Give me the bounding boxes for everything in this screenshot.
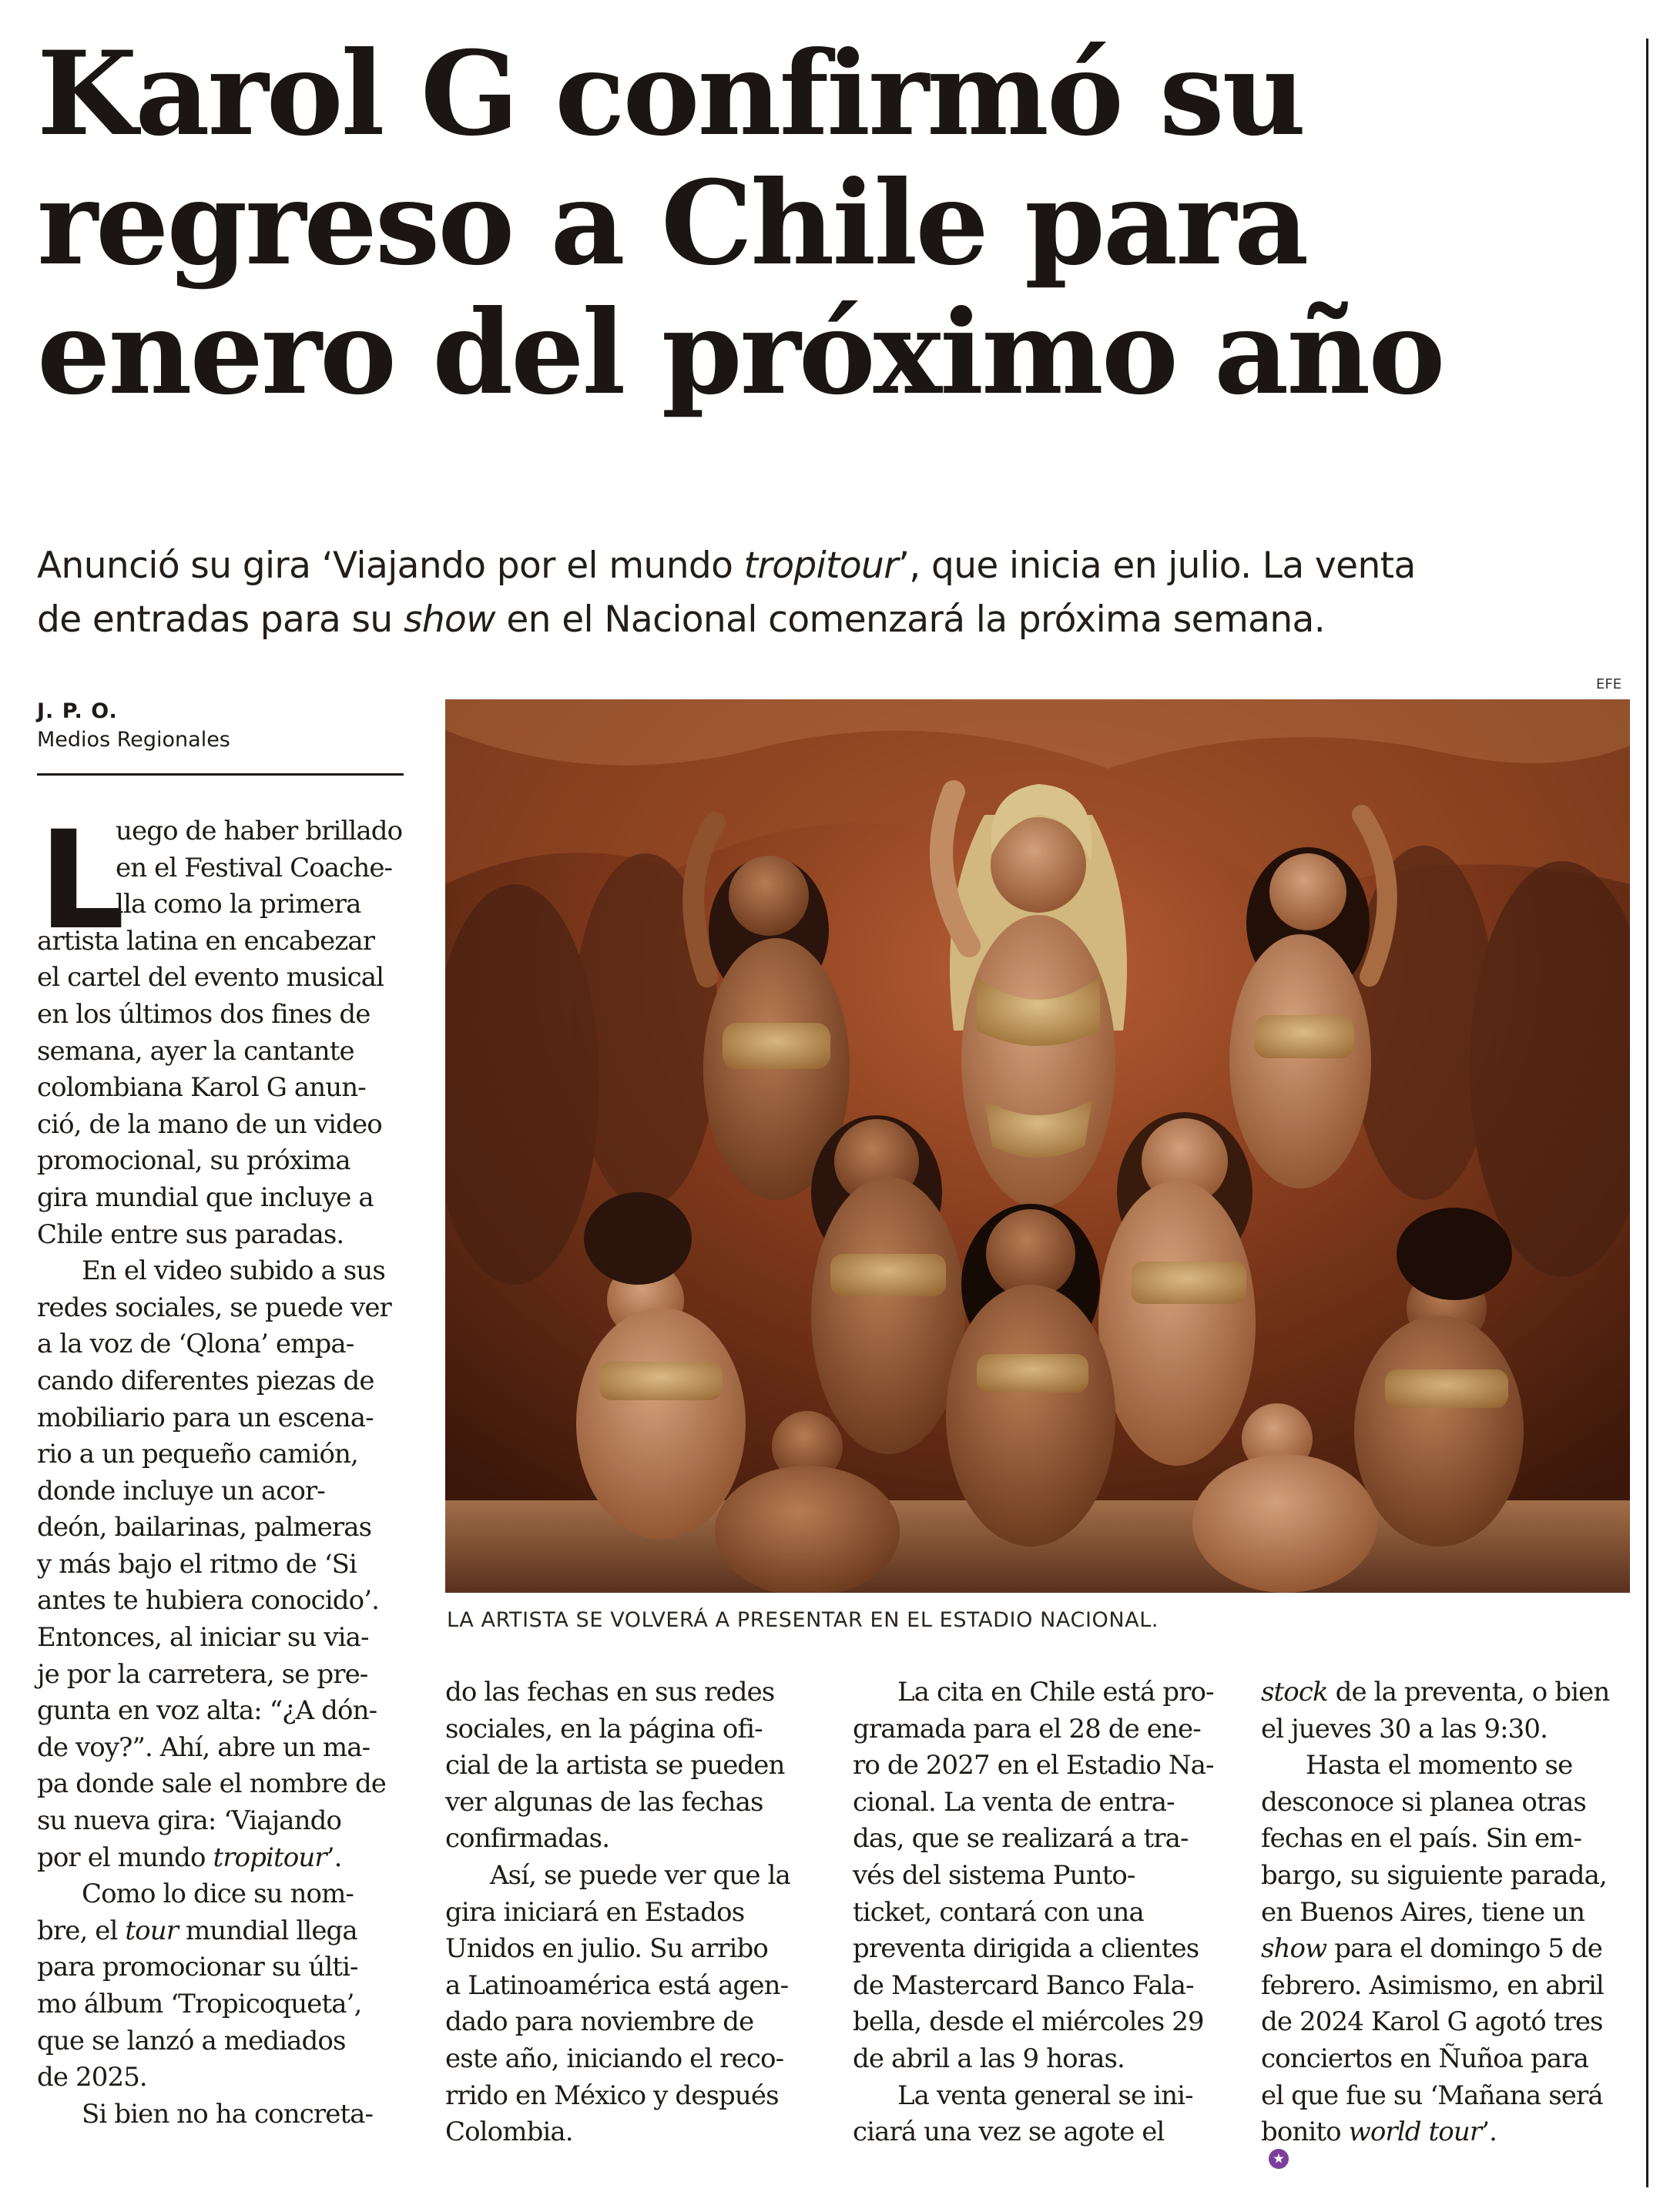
body-line: ro de 2027 en el Estadio Na- xyxy=(853,1750,1214,1781)
body-line: de 2025. xyxy=(37,2062,147,2093)
body-column-2 xyxy=(445,1674,790,2151)
body-line: vés del sistema Punto- xyxy=(853,1859,1135,1891)
star-end-icon xyxy=(1269,2149,1289,2169)
subheadline-line: Anunció su gira ‘Viajando por el mundo tropitour’, que inicia en julio. La venta xyxy=(37,545,1416,587)
subheadline-line: de entradas para su show en el Nacional comenzará la próxima semana. xyxy=(37,598,1326,641)
body-line: promocional, su próxima xyxy=(37,1145,350,1177)
body-line: La venta general se ini- xyxy=(897,2080,1193,2111)
body-line: cando diferentes piezas de xyxy=(37,1365,374,1396)
body-line: febrero. Asimismo, en abril xyxy=(1261,1969,1604,2001)
body-line: deón, bailarinas, palmeras xyxy=(37,1512,372,1543)
body-line: de abril a las 9 horas. xyxy=(853,2043,1125,2074)
body-line: Chile entre sus paradas. xyxy=(37,1218,344,1250)
body-line: colombiana Karol G anun- xyxy=(37,1072,366,1104)
body-line: a Latinoamérica está agen- xyxy=(445,1969,789,2001)
body-line: en el Festival Coache- xyxy=(116,852,393,883)
body-line: a la voz de ‘Qlona’ empa- xyxy=(37,1329,354,1360)
body-line: sociales, en la página ofi- xyxy=(445,1713,763,1744)
body-line: de voy?”. Ahí, abre un ma- xyxy=(37,1731,371,1763)
body-line: Unidos en julio. Su arribo xyxy=(445,1933,768,1965)
byline-author: J. P. O. xyxy=(37,699,118,723)
byline-agency: Medios Regionales xyxy=(37,728,230,752)
body-line: el cartel del evento musical xyxy=(37,962,384,994)
body-line: bargo, su siguiente parada, xyxy=(1261,1859,1607,1891)
body-line: confirmadas. xyxy=(445,1823,610,1855)
body-column-3 xyxy=(853,1674,1214,2151)
body-line: Colombia. xyxy=(445,2116,573,2148)
body-line: por el mundo tropitour’. xyxy=(37,1842,342,1873)
body-line: y más bajo el ritmo de ‘Si xyxy=(37,1548,357,1580)
body-line: el que fue su ‘Mañana será xyxy=(1261,2080,1603,2111)
body-line: donde incluye un acor- xyxy=(37,1475,325,1507)
body-line: do las fechas en sus redes xyxy=(445,1677,775,1708)
body-line: dado para noviembre de xyxy=(445,2006,754,2038)
body-line: desconoce si planea otras xyxy=(1261,1786,1586,1818)
body-line: cional. La venta de entra- xyxy=(853,1786,1175,1818)
body-line: fechas en el país. Sin em- xyxy=(1261,1823,1582,1855)
body-line: bre, el tour mundial llega xyxy=(37,1915,357,1946)
body-line: rio a un pequeño camión, xyxy=(37,1439,358,1470)
subheadline xyxy=(37,539,1639,647)
headline-line: enero del próximo año xyxy=(37,285,1444,421)
body-line: gira iniciará en Estados xyxy=(445,1896,745,1928)
body-line: su nueva gira: ‘Viajando xyxy=(37,1805,342,1837)
headline-line: regreso a Chile para xyxy=(37,156,1307,291)
body-line: Hasta el momento se xyxy=(1306,1750,1573,1781)
concert-photo-illustration xyxy=(445,699,1630,1593)
body-column-1 xyxy=(37,802,403,2133)
body-line: Si bien no ha concreta- xyxy=(82,2098,374,2130)
body-line: gira mundial que incluye a xyxy=(37,1181,374,1213)
body-line: je por la carretera, se pre- xyxy=(37,1658,368,1690)
body-line: en Buenos Aires, tiene un xyxy=(1261,1896,1585,1928)
body-line: pa donde sale el nombre de xyxy=(37,1768,387,1800)
body-line: La cita en Chile está pro- xyxy=(897,1677,1214,1708)
body-line: artista latina en encabezar xyxy=(37,925,375,957)
body-line: Entonces, al iniciar su via- xyxy=(37,1622,369,1654)
body-line: para promocionar su últi- xyxy=(37,1952,358,1983)
body-line: lla como la primera xyxy=(116,889,361,920)
body-line: rrido en México y después xyxy=(445,2080,779,2111)
body-line: das, que se realizará a tra- xyxy=(853,1823,1189,1855)
body-line: En el video subido a sus xyxy=(82,1255,385,1287)
body-line: Como lo dice su nom- xyxy=(82,1879,354,1910)
body-line: este año, iniciando el reco- xyxy=(445,2043,784,2074)
article-photo xyxy=(445,699,1630,1593)
body-line: ticket, contará con una xyxy=(853,1896,1144,1928)
body-line: mo álbum ‘Tropicoqueta’, xyxy=(37,1989,362,2019)
body-column-4 xyxy=(1261,1674,1609,2171)
body-line: cial de la artista se pueden xyxy=(445,1750,785,1781)
byline xyxy=(37,698,230,755)
body-line: Así, se puede ver que la xyxy=(490,1859,790,1891)
body-line: gramada para el 28 de ene- xyxy=(853,1713,1201,1744)
body-line: semana, ayer la cantante xyxy=(37,1035,354,1067)
body-line: bella, desde el miércoles 29 xyxy=(853,2006,1204,2038)
body-line: mobiliario para un escena- xyxy=(37,1402,374,1433)
body-line: de 2024 Karol G agotó tres xyxy=(1261,2006,1603,2038)
body-line: bonito world tour’. xyxy=(1261,2114,1609,2171)
photo-caption: LA ARTISTA SE VOLVERÁ A PRESENTAR EN EL ESTADIO NACIONAL. xyxy=(447,1608,1159,1632)
body-line: uego de haber brillado xyxy=(116,816,403,846)
body-line: que se lanzó a mediados xyxy=(37,2025,346,2056)
drop-cap: L xyxy=(39,802,126,960)
body-line: ver algunas de las fechas xyxy=(445,1786,763,1818)
photo-credit: EFE xyxy=(1596,676,1622,692)
body-line: redes sociales, se puede ver xyxy=(37,1292,391,1323)
body-line: show para el domingo 5 de xyxy=(1261,1933,1603,1965)
body-line: ciará una vez se agote el xyxy=(853,2116,1165,2148)
body-line: en los últimos dos fines de xyxy=(37,998,371,1030)
body-line: antes te hubiera conocido’. xyxy=(37,1585,380,1617)
column-rule xyxy=(1646,39,1648,2187)
body-line: conciertos en Ñuñoa para xyxy=(1261,2043,1588,2074)
body-line: ció, de la mano de un video xyxy=(37,1108,382,1140)
body-line: preventa dirigida a clientes xyxy=(853,1933,1199,1965)
headline-line: Karol G confirmó su xyxy=(37,26,1304,162)
byline-divider xyxy=(37,773,404,776)
headline xyxy=(37,26,1639,421)
body-line: stock de la preventa, o bien xyxy=(1261,1677,1610,1708)
body-line: gunta en voz alta: “¿A dón- xyxy=(37,1695,377,1727)
body-line: de Mastercard Banco Fala- xyxy=(853,1969,1194,2001)
body-line: el jueves 30 a las 9:30. xyxy=(1261,1713,1548,1744)
